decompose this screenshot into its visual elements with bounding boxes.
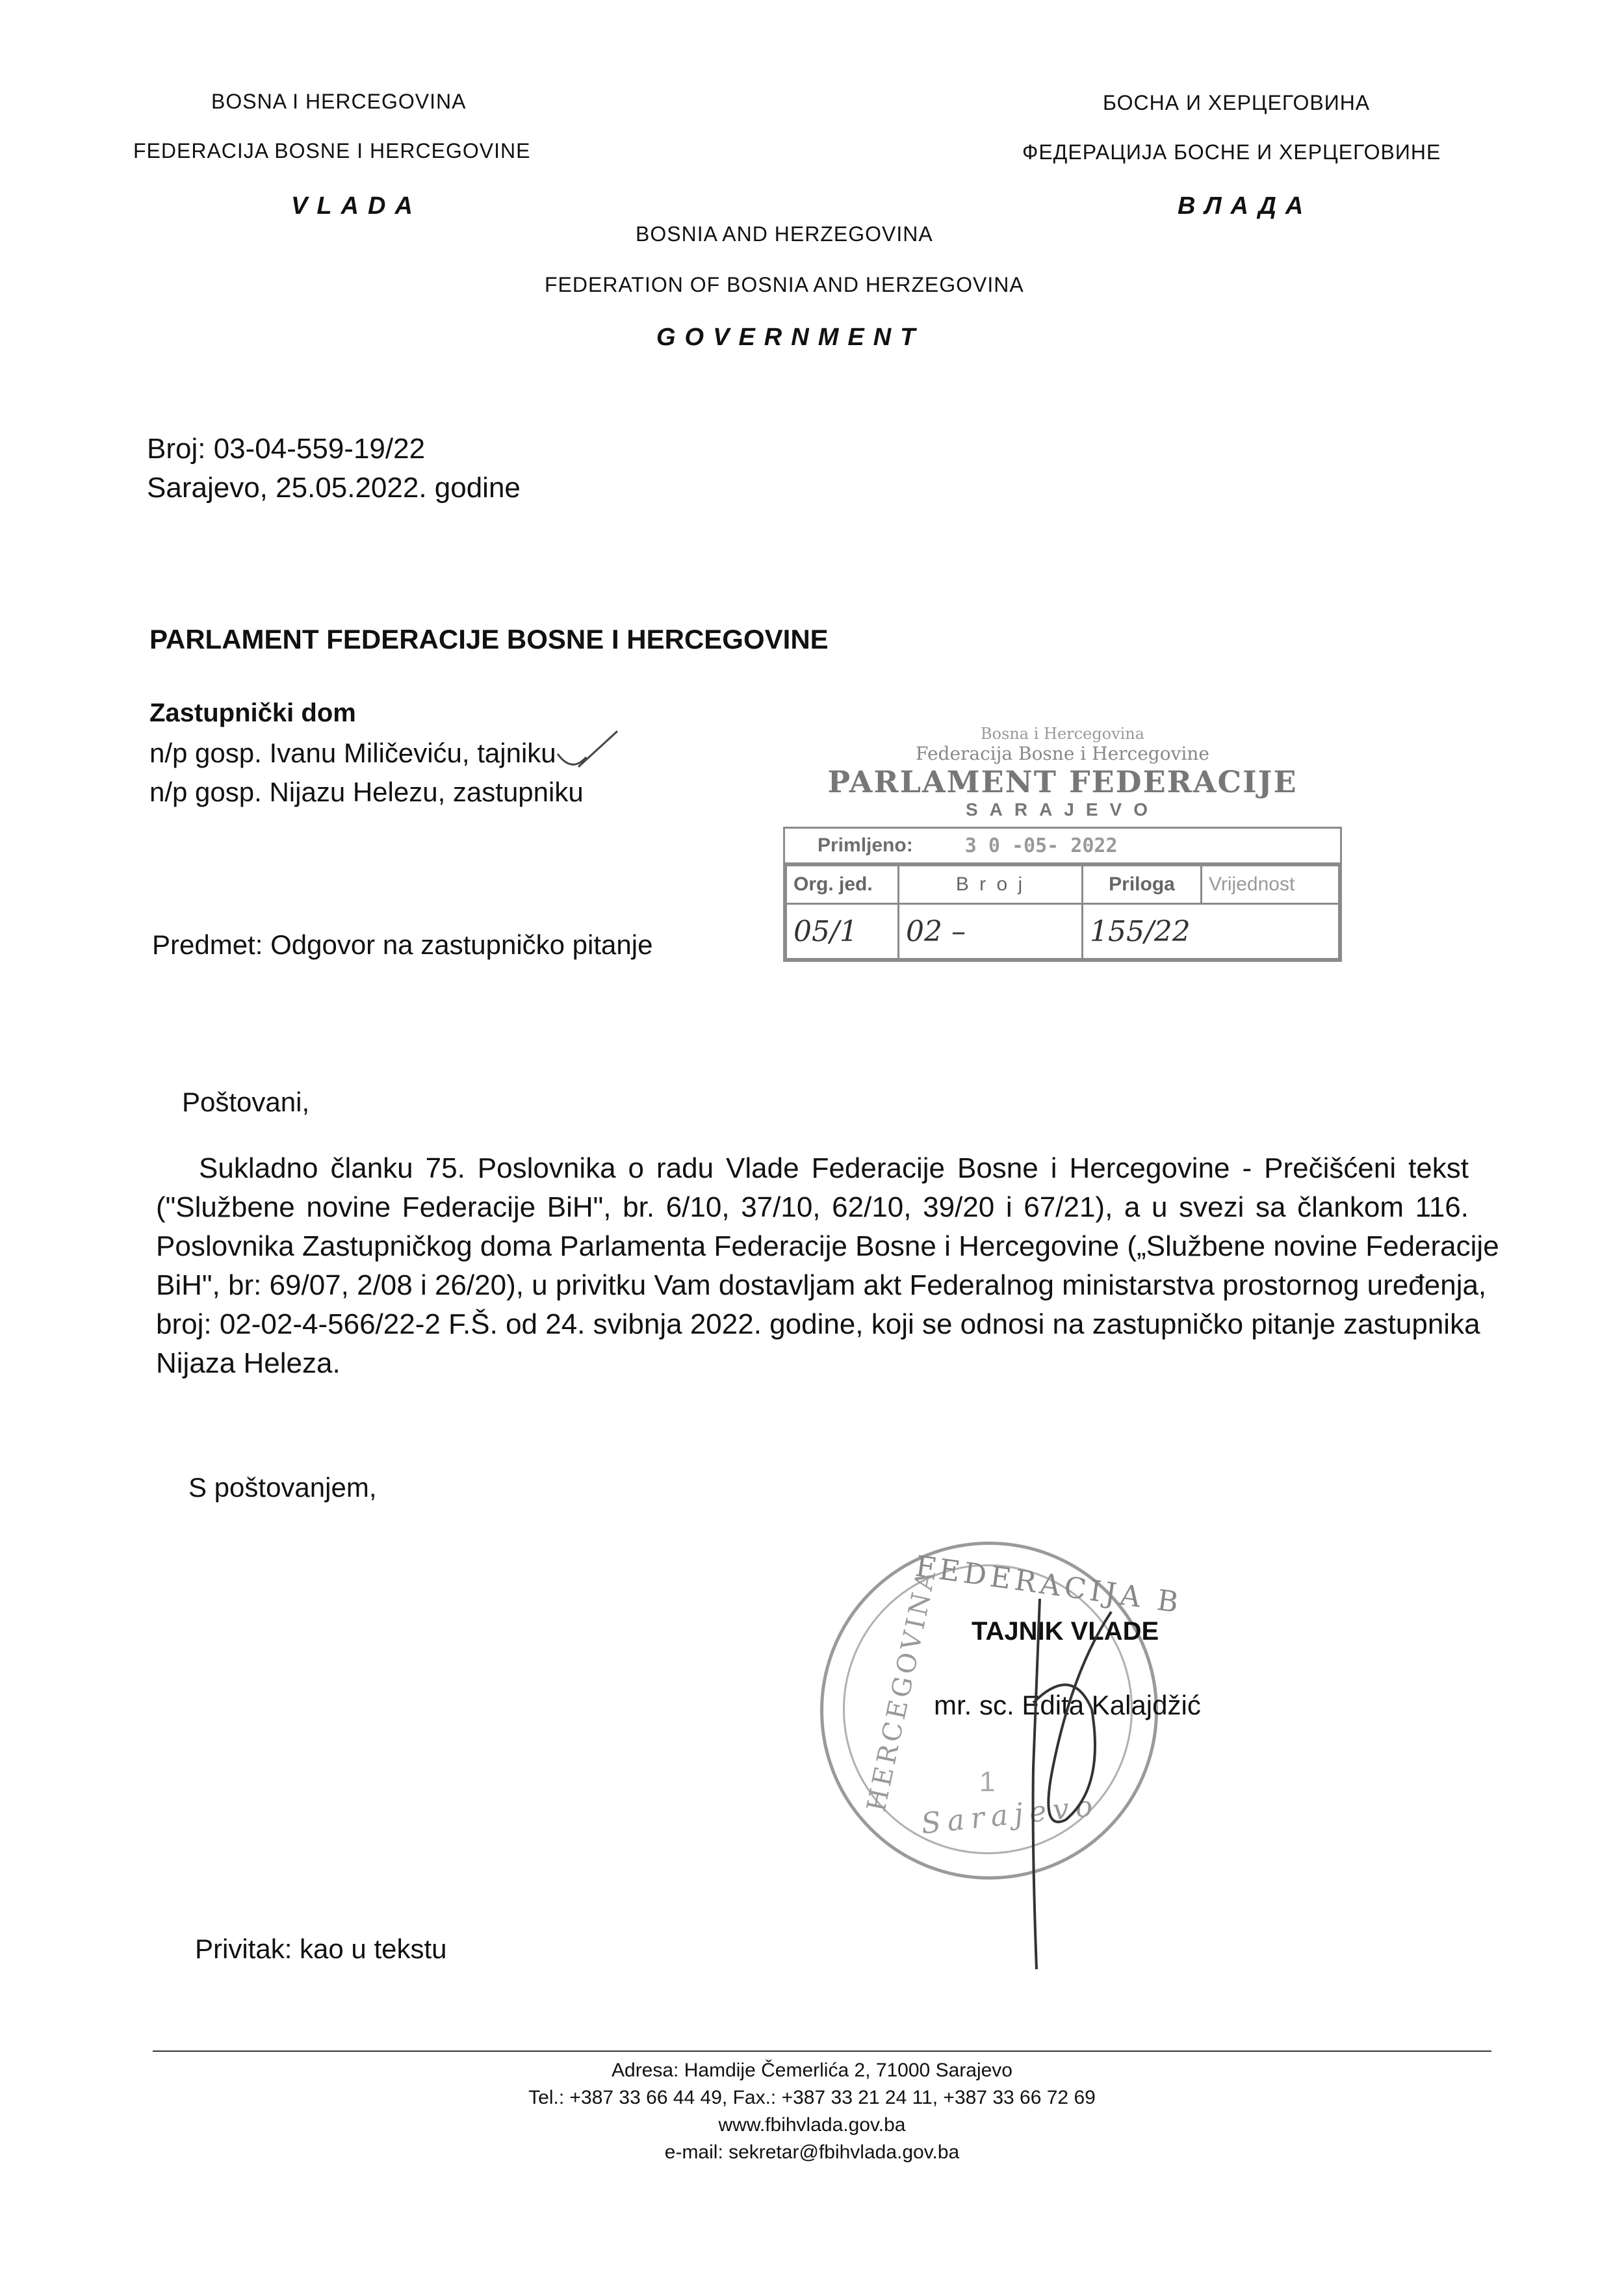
recipient-house: Zastupnički dom <box>149 699 356 727</box>
body-line-6: Nijaza Heleza. <box>156 1347 341 1379</box>
body-paragraph <box>156 1149 1499 1383</box>
body-line-2: ("Službene novine Federacije BiH", br. 6/10, 37/10, 62/10, 39/20 i 67/21), a u svezi sa člankom 116. <box>156 1191 1469 1223</box>
stamp-col-attachments: Priloga <box>1083 866 1202 904</box>
stamp-country: Bosna i Hercegovina <box>980 725 1145 743</box>
stamp-hand-org: 05/1 <box>786 904 899 959</box>
header-center-government: GOVERNMENT <box>656 324 925 351</box>
body-line-4: BiH", br: 69/07, 2/08 i 26/20), u privitku Vam dostavljam akt Federalnog ministarstva prostornog uređenja, <box>156 1269 1487 1301</box>
header-right-country: БОСНА И ХЕРЦЕГОВИНА <box>1103 91 1371 114</box>
signature-name: mr. sc. Edita Kalajdžić <box>934 1690 1201 1720</box>
body-line-1: Sukladno članku 75. Poslovnika o radu Vlade Federacije Bosne i Hercegovine - Prečišćeni tekst <box>199 1152 1469 1184</box>
header-center-country: BOSNIA AND HERZEGOVINA <box>636 222 933 246</box>
stamp-col-value: Vrijednost <box>1202 866 1339 904</box>
header-left-government: VLADA <box>291 192 422 220</box>
stamp-col-org: Org. jed. <box>786 866 899 904</box>
header-left-country: BOSNA I HERCEGOVINA <box>211 90 467 113</box>
stamp-hand-number: 02 – <box>899 904 1083 959</box>
initials-mark <box>552 728 624 780</box>
signature-title: TAJNIK VLADE <box>972 1617 1159 1646</box>
footer-email: e-mail: sekretar@fbihvlada.gov.ba <box>664 2141 960 2163</box>
header-right-government: ВЛАДА <box>1178 192 1313 220</box>
footer-divider <box>153 2050 1491 2052</box>
received-stamp <box>783 725 1342 962</box>
salutation: Poštovani, <box>182 1087 310 1117</box>
stamp-hand-reg: 155/22 <box>1083 904 1339 959</box>
stamp-parliament: PARLAMENT FEDERACIJE <box>827 764 1298 799</box>
seal-left-text: HERCEGOVINA <box>861 1565 942 1815</box>
closing: S poštovanjem, <box>188 1472 377 1503</box>
stamp-federation: Federacija Bosne i Hercegovine <box>916 743 1209 764</box>
seal-top-text: FEDERACIJA B <box>913 1549 1185 1620</box>
stamp-received-date: 3 0 -05- 2022 <box>964 834 1118 857</box>
stamp-received-label: Primljeno: <box>818 834 913 856</box>
reference-date: Sarajevo, 25.05.2022. godine <box>147 472 521 504</box>
header-center-federation: FEDERATION OF BOSNIA AND HERZEGOVINA <box>545 273 1024 296</box>
recipient-attn-secretary: n/p gosp. Ivanu Miličeviću, tajniku <box>149 738 556 768</box>
attachment-note: Privitak: kao u tekstu <box>195 1933 447 1964</box>
handwritten-signature <box>1014 1573 1124 1976</box>
subject-line: Predmet: Odgovor na zastupničko pitanje <box>152 929 653 960</box>
footer-phones: Tel.: +387 33 66 44 49, Fax.: +387 33 21 24 11, +387 33 66 72 69 <box>528 2087 1096 2108</box>
stamp-city: SARAJEVO <box>965 799 1160 820</box>
footer-website: www.fbihvlada.gov.ba <box>718 2114 906 2136</box>
body-line-3: Poslovnika Zastupničkog doma Parlamenta Federacije Bosne i Hercegovine („Službene novine Federacije <box>156 1230 1499 1262</box>
stamp-col-number: B r o j <box>899 866 1083 904</box>
seal-number: 1 <box>979 1766 996 1798</box>
recipient-attn-deputy: n/p gosp. Nijazu Helezu, zastupniku <box>149 777 584 807</box>
reference-number: Broj: 03-04-559-19/22 <box>147 433 426 465</box>
header-right-federation: ФЕДЕРАЦИЈА БОСНЕ И ХЕРЦЕГОВИНЕ <box>1022 140 1441 164</box>
footer-address: Adresa: Hamdije Čemerlića 2, 71000 Sarajevo <box>612 2060 1012 2081</box>
body-line-5: broj: 02-02-4-566/22-2 F.Š. od 24. svibnja 2022. godine, koji se odnosi na zastupničko pitanje zastupnika <box>156 1308 1480 1340</box>
header-left-federation: FEDERACIJA BOSNE I HERCEGOVINE <box>133 139 531 162</box>
recipient-institution: PARLAMENT FEDERACIJE BOSNE I HERCEGOVINE <box>149 624 829 654</box>
seal-bottom-text: Sarajevo <box>920 1789 1101 1841</box>
